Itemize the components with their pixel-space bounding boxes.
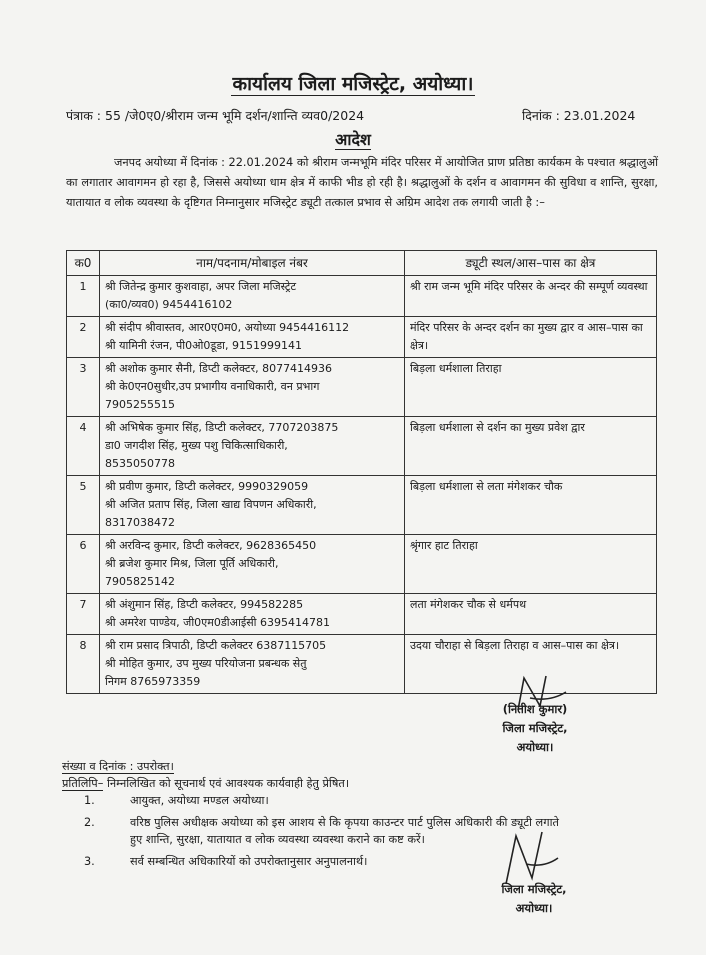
officer-line: श्री अंशुमान सिंह, डिप्टी कलेक्टर, 994582285 xyxy=(105,598,304,611)
officer-line: 7905825142 xyxy=(105,575,175,588)
duty-location: श्रृंगार हाट तिराहा xyxy=(410,539,478,552)
row-sn: 4 xyxy=(67,417,100,476)
list-item: 3. सर्व सम्बन्धित अधिकारियों को उपरोक्तानुसार अनुपालनार्थ। xyxy=(84,855,368,868)
duty-table xyxy=(66,250,657,694)
table-row xyxy=(67,276,657,317)
row-duty xyxy=(405,417,657,476)
officer-line: (का0/व्यव0) 9454416102 xyxy=(105,298,233,311)
row-officers xyxy=(100,417,405,476)
row-sn: 8 xyxy=(67,635,100,694)
row-sn: 1 xyxy=(67,276,100,317)
officer-line: डा0 जगदीश सिंह, मुख्य पशु चिकित्साधिकारी, xyxy=(105,439,288,452)
officer-line: 8535050778 xyxy=(105,457,175,470)
row-duty xyxy=(405,476,657,535)
duty-location: बिड़ला धर्मशाला तिराहा xyxy=(410,362,502,375)
officer-line: श्री राम प्रसाद त्रिपाठी, डिप्टी कलेक्टर 6387115705 xyxy=(105,639,327,652)
office-title: कार्यालय जिला मजिस्ट्रेट, अयोध्या। xyxy=(232,73,474,95)
table-row xyxy=(67,594,657,635)
row-officers xyxy=(100,594,405,635)
row-officers xyxy=(100,317,405,358)
recipient-list xyxy=(84,792,564,875)
officer-line: श्री ब्रजेश कुमार मिश्र, जिला पूर्ति अधिकारी, xyxy=(105,557,279,570)
signatory-place: अयोध्या। xyxy=(515,901,553,915)
row-officers xyxy=(100,276,405,317)
officer-line: 8317038472 xyxy=(105,516,175,529)
duty-location: मंदिर परिसर के अन्दर दर्शन का मुख्य द्वार व आस–पास का क्षेत्र। xyxy=(410,321,643,352)
duty-location: उदया चौराहा से बिड़ला तिराहा व आस–पास का क्षेत्र। xyxy=(410,639,620,652)
copy-text: निम्नलिखित को सूचनार्थ एवं आवश्यक कार्यवाही हेतु प्रेषित। xyxy=(103,777,350,790)
officer-line: श्री अमरेश पाण्डेय, जी0एम0डीआईसी 6395414781 xyxy=(105,616,330,629)
row-sn: 7 xyxy=(67,594,100,635)
copy-label: प्रतिलिपि– xyxy=(62,777,104,790)
officer-line: श्री के0एन0सुधीर,उप प्रभागीय वनाधिकारी, वन प्रभाग xyxy=(105,380,320,393)
row-officers xyxy=(100,476,405,535)
row-duty xyxy=(405,317,657,358)
signatory-designation: जिला मजिस्ट्रेट, xyxy=(501,882,567,896)
row-sn: 6 xyxy=(67,535,100,594)
table-header-row xyxy=(67,251,657,276)
reference-number: पंत्राक : 55 /जे0ए0/श्रीराम जन्म भूमि दर्शन/शान्ति व्यव0/2024 xyxy=(66,108,365,123)
table-row xyxy=(67,358,657,417)
row-officers xyxy=(100,535,405,594)
officer-line: श्री अभिषेक कुमार सिंह, डिप्टी कलेक्टर, 7707203875 xyxy=(105,421,339,434)
reference-line: संख्या व दिनांक : उपरोक्त। xyxy=(62,760,174,773)
table-row xyxy=(67,535,657,594)
officer-line: श्री यामिनी रंजन, पी0ओ0डूडा, 9151999141 xyxy=(105,339,302,352)
list-item: 1. आयुक्त, अयोध्या मण्डल अयोध्या। xyxy=(84,794,269,807)
col-header-officers: नाम/पदनाम/मोबाइल नंबर xyxy=(100,251,405,276)
magistrate-signature-block xyxy=(470,700,600,757)
table-row xyxy=(67,417,657,476)
officer-line: श्री जितेन्द्र कुमार कुशवाहा, अपर जिला मजिस्ट्रेट xyxy=(105,280,297,293)
officer-line: श्री संदीप श्रीवास्तव, आर0ए0म0, अयोध्या 9454416112 xyxy=(105,321,350,334)
table-row xyxy=(67,317,657,358)
copy-line xyxy=(62,775,349,792)
row-officers xyxy=(100,358,405,417)
col-header-duty: ड्यूटी स्थल/आस–पास का क्षेत्र xyxy=(405,251,657,276)
duty-location: बिड़ला धर्मशाला से दर्शन का मुख्य प्रवेश द्वार xyxy=(410,421,585,434)
signature-scribble xyxy=(500,828,560,888)
row-duty xyxy=(405,535,657,594)
list-item: 2. वरिष्ठ पुलिस अधीक्षक अयोध्या को इस आशय से कि कृपया काउन्टर पार्ट पुलिस अधिकारी की ड्यूटी लगाते हुए शान्ति, सुरक्षा, यातायात व लोक व्यवस्था व्यवस्था कराने का कष्ट करें। xyxy=(84,816,559,846)
officer-line: श्री अरविन्द कुमार, डिप्टी कलेक्टर, 9628365450 xyxy=(105,539,317,552)
row-duty xyxy=(405,276,657,317)
order-date: दिनांक : 23.01.2024 xyxy=(522,108,636,123)
officer-line: श्री अजित प्रताप सिंह, जिला खाद्य विपणन अधिकारी, xyxy=(105,498,317,511)
duty-location: बिड़ला धर्मशाला से लता मंगेशकर चौक xyxy=(410,480,563,493)
row-sn: 2 xyxy=(67,317,100,358)
signatory-name: (नितीश कुमार) xyxy=(502,702,568,716)
duty-location: लता मंगेशकर चौक से धर्मपथ xyxy=(410,598,527,611)
order-heading: आदेश xyxy=(335,130,371,149)
officer-line: निगम 8765973359 xyxy=(105,675,201,688)
table-row xyxy=(67,476,657,535)
row-sn: 5 xyxy=(67,476,100,535)
signatory-designation: जिला मजिस्ट्रेट, xyxy=(502,721,568,735)
row-officers xyxy=(100,635,405,694)
signatory-place: अयोध्या। xyxy=(516,740,554,754)
intro-paragraph: जनपद अयोध्या में दिनांक : 22.01.2024 को श्रीराम जन्मभूमि मंदिर परिसर में आयोजित प्राण प्रतिष्ठा कार्यकम के पश्चात श्रद्धालुओं का लगातार आवागमन हो रहा है, जिससे अयोध्या धाम क्षेत्र में काफी भीड हो रही है। श्रद्धालुओं के दर्शन व आवागमन की सुविधा व शान्ति, सुरक्षा, यातायात व लोक व्यवस्था के दृष्टिगत निम्नानुसार मजिस्ट्रेट ड्यूटी तत्काल प्रभाव से अग्रिम आदेश तक लगायी जाती है :– xyxy=(66,156,658,209)
row-duty xyxy=(405,594,657,635)
row-sn: 3 xyxy=(67,358,100,417)
officer-line: श्री अशोक कुमार सैनी, डिप्टी कलेक्टर, 8077414936 xyxy=(105,362,333,375)
copy-section xyxy=(62,758,349,792)
col-header-sn: क0 xyxy=(67,251,100,276)
row-duty xyxy=(405,358,657,417)
officer-line: 7905255515 xyxy=(105,398,175,411)
magistrate-signature-block-copy xyxy=(470,880,598,918)
duty-location: श्री राम जन्म भूमि मंदिर परिसर के अन्दर की सम्पूर्ण व्यवस्था xyxy=(410,280,648,293)
officer-line: श्री मोहित कुमार, उप मुख्य परियोजना प्रबन्धक सेतु xyxy=(105,657,307,670)
officer-line: श्री प्रवीण कुमार, डिप्टी कलेक्टर, 9990329059 xyxy=(105,480,309,493)
